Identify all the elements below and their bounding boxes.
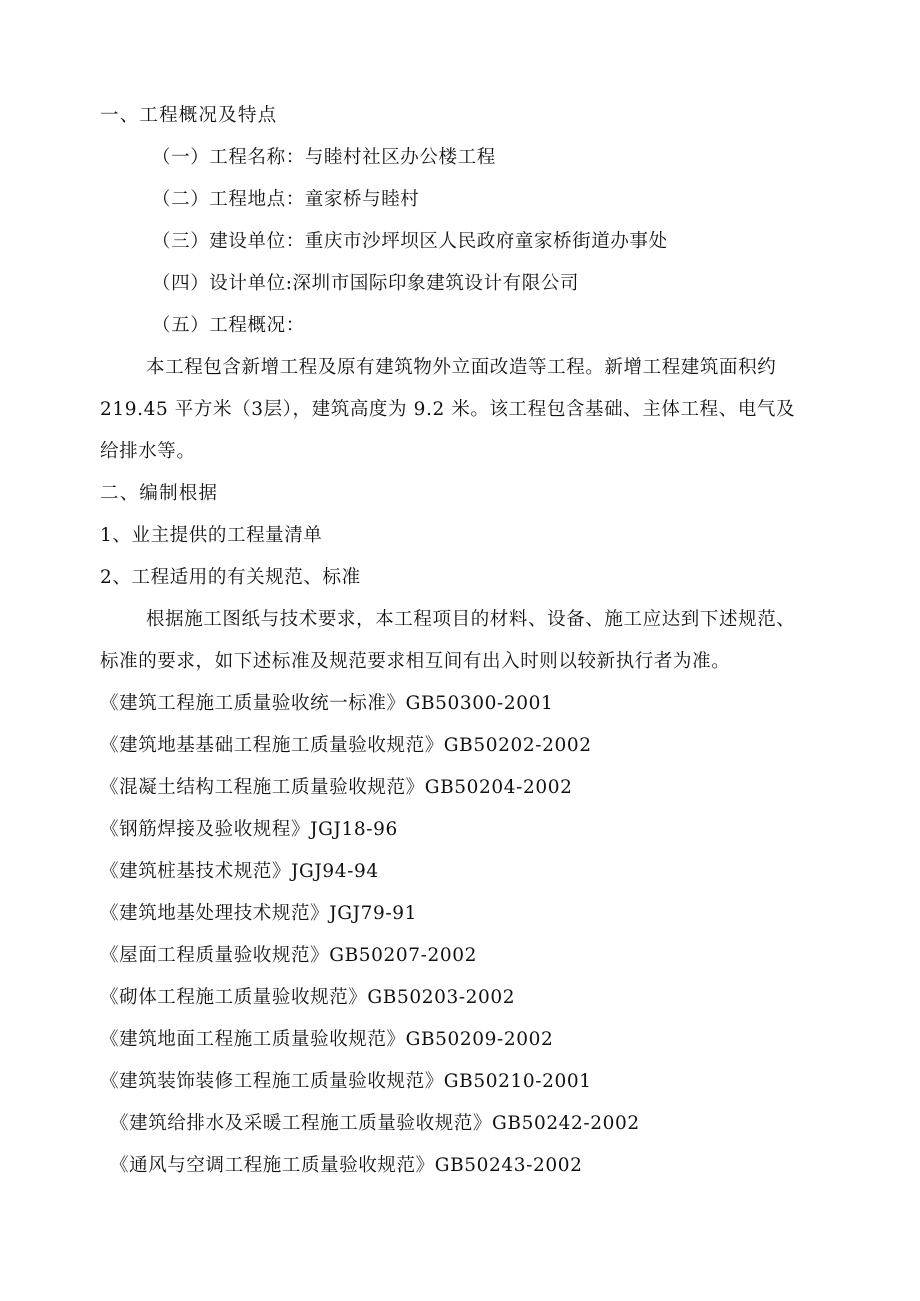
section-heading-overview: 一、工程概况及特点: [100, 105, 278, 126]
designer-line: （四）设计单位:深圳市国际印象建筑设计有限公司: [152, 273, 580, 294]
standard-item: 《砌体工程施工质量验收规范》GB50203-2002: [100, 987, 516, 1008]
standard-item: 《屋面工程质量验收规范》GB50207-2002: [100, 945, 477, 966]
standard-item: 《建筑地面工程施工质量验收规范》GB50209-2002: [100, 1029, 554, 1050]
client-line: （三）建设单位：重庆市沙坪坝区人民政府童家桥街道办事处: [152, 231, 668, 252]
standard-item: 《建筑装饰装修工程施工质量验收规范》GB50210-2001: [100, 1071, 592, 1092]
overview-paragraph-line-3: 给排水等。: [100, 441, 196, 462]
basis-intro-line-2: 标准的要求，如下述标准及规范要求相互间有出入时则以较新执行者为准。: [100, 651, 731, 672]
overview-subheading: （五）工程概况：: [152, 315, 305, 336]
standard-item: 《建筑地基基础工程施工质量验收规范》GB50202-2002: [100, 735, 592, 756]
project-location-line: （二）工程地点：童家桥与睦村: [152, 189, 420, 210]
overview-paragraph-line-1: 本工程包含新增工程及原有建筑物外立面改造等工程。新增工程建筑面积约: [146, 357, 777, 378]
standard-item: 《建筑工程施工质量验收统一标准》GB50300-2001: [100, 693, 554, 714]
standard-item: 《建筑地基处理技术规范》JGJ79-91: [100, 903, 417, 924]
standard-item: 《建筑桩基技术规范》JGJ94-94: [100, 861, 379, 882]
standard-item: 《混凝土结构工程施工质量验收规范》GB50204-2002: [100, 777, 573, 798]
section-heading-basis: 二、编制根据: [100, 483, 219, 504]
project-name-line: （一）工程名称：与睦村社区办公楼工程: [152, 147, 496, 168]
basis-item-2: 2、工程适用的有关规范、标准: [100, 567, 361, 588]
overview-paragraph-line-2: 219.45 平方米（3层），建筑高度为 9.2 米。该工程包含基础、主体工程、电气及: [100, 399, 796, 420]
standard-item: 《通风与空调工程施工质量验收规范》GB50243-2002: [110, 1155, 583, 1176]
standard-item: 《钢筋焊接及验收规程》JGJ18-96: [100, 819, 398, 840]
basis-item-1: 1、业主提供的工程量清单: [100, 525, 323, 546]
standard-item: 《建筑给排水及采暖工程施工质量验收规范》GB50242-2002: [110, 1113, 640, 1134]
basis-intro-line-1: 根据施工图纸与技术要求，本工程项目的材料、设备、施工应达到下述规范、: [146, 609, 796, 630]
